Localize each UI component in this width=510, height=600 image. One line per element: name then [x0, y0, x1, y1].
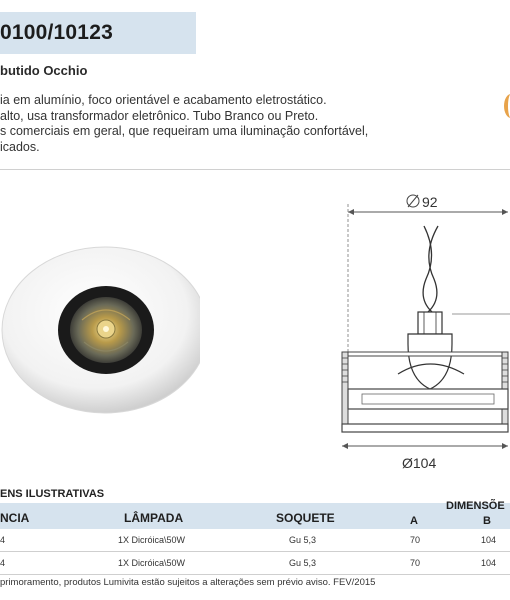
cell-b: 104	[481, 535, 497, 545]
cell-ref: 4	[0, 535, 6, 545]
cell-a: 70	[410, 535, 421, 545]
footer-note: primoramento, produtos Lumivita estão sujeitos a alterações sem prévio aviso. FEV/2015	[0, 577, 376, 588]
description-line: s comerciais em geral, que requeiram uma iluminação confortável,	[0, 124, 369, 138]
diameter-top-label	[407, 194, 438, 210]
row-divider	[0, 574, 510, 575]
cell-b: 104	[481, 558, 497, 568]
cell-ref: 4	[0, 558, 6, 568]
accent-arc	[504, 94, 510, 118]
description-line: icados.	[0, 139, 40, 154]
header-lampada: LÂMPADA	[124, 511, 184, 525]
header-dimensoes: DIMENSÕE	[446, 500, 505, 512]
cell-soquete: Gu 5,3	[289, 535, 317, 545]
product-name: butido Occhio	[0, 63, 88, 78]
header-soquete: SOQUETE	[276, 511, 335, 525]
technical-drawing	[326, 184, 510, 474]
section-title: ENS ILUSTRATIVAS	[0, 488, 105, 500]
product-code: 0100/10123	[0, 21, 113, 44]
diameter-bottom-label: Ø104	[402, 455, 437, 471]
cell-lampada: 1X Dicróica\50W	[118, 558, 186, 568]
cell-a: 70	[410, 558, 421, 568]
fixture-illustration	[0, 240, 200, 450]
description-line: alto, usa transformador eletrônico. Tubo Branco ou Preto.	[0, 108, 319, 123]
table-row	[0, 529, 510, 551]
cell-lampada: 1X Dicróica\50W	[118, 535, 186, 545]
cell-soquete: Gu 5,3	[289, 558, 317, 568]
divider	[0, 169, 510, 170]
header-referencia: NCIA	[0, 511, 30, 525]
table-header	[0, 500, 510, 529]
header-dim-a: A	[410, 515, 418, 527]
svg-text:92: 92	[422, 194, 438, 210]
description-line: ia em alumínio, foco orientável e acabamento eletrostático.	[0, 93, 327, 107]
product-code-band	[0, 12, 196, 54]
table-row	[0, 552, 510, 574]
product-description	[0, 93, 368, 155]
header-dim-b: B	[483, 515, 491, 527]
